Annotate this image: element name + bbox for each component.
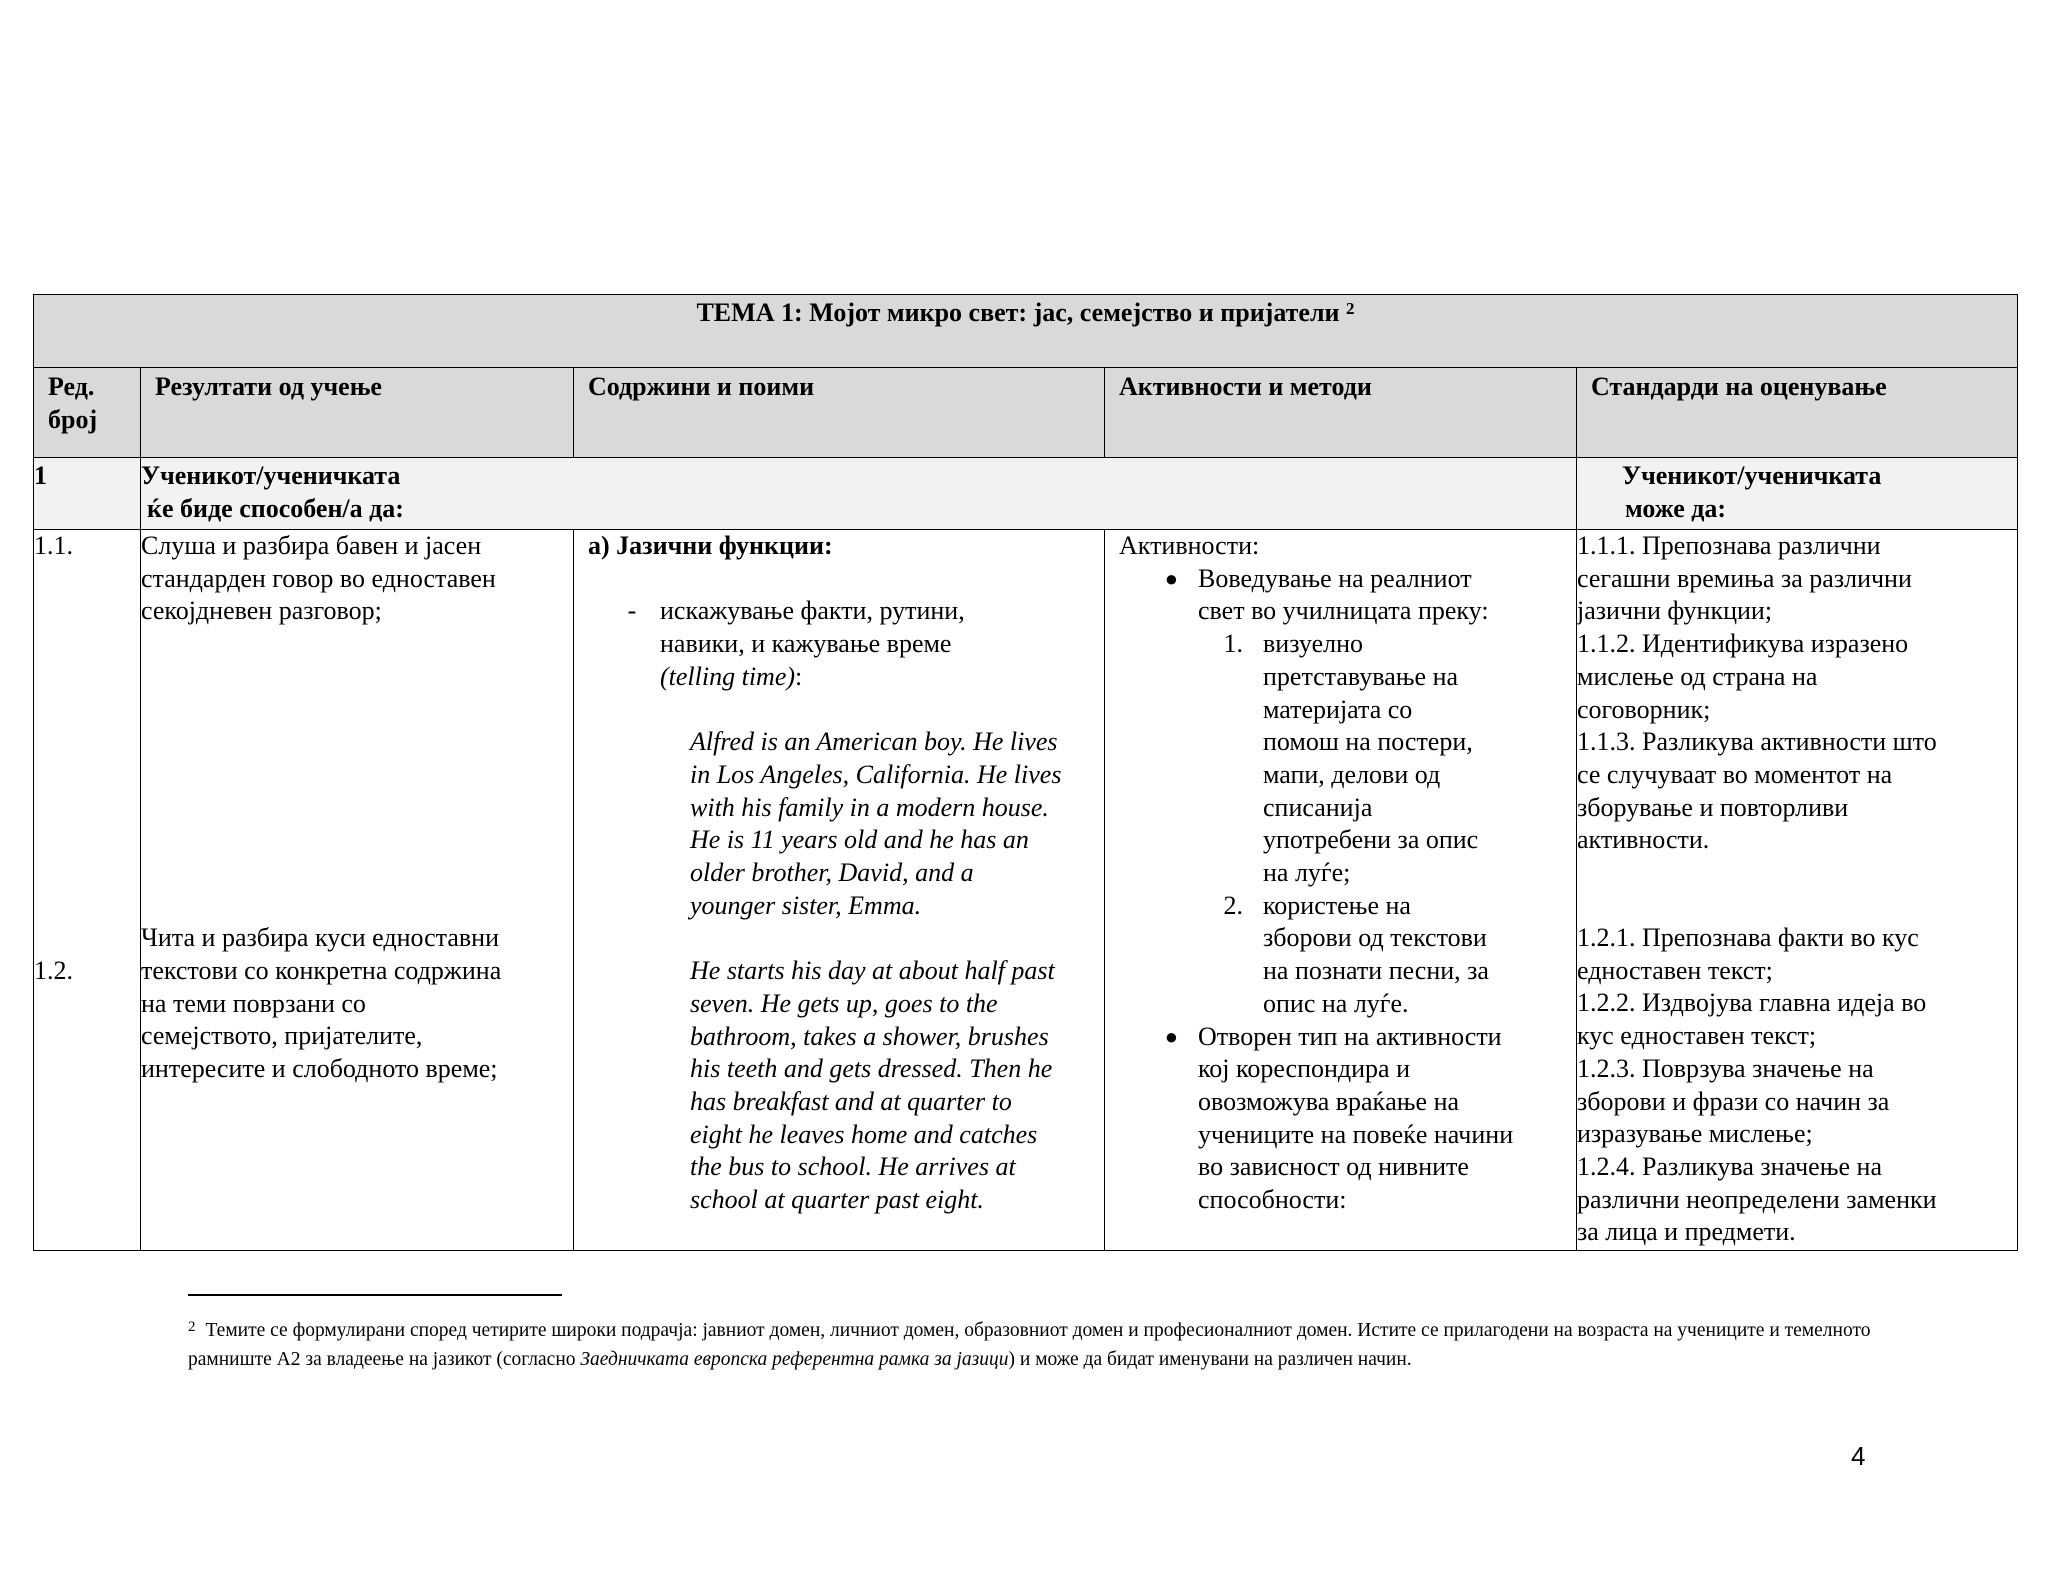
content-cell: [574, 530, 1105, 1251]
section-number: 1: [34, 458, 141, 530]
outcomes-intro: Ученикот/ученичката ќе биде способен/а да:: [141, 458, 1577, 530]
outcome-2: Чита и разбира куси едноставни текстови со конкретна содржина на теми поврзани со семејството, пријателите, интересите и слободното време;: [141, 923, 502, 1083]
standards-group-2: 1.2.1. Препознава факти во кус едноставен текст; 1.2.2. Издвојува главна идеја во кус едноставен текст; 1.2.3. Поврзува значење на зборови и фрази со начин за изразување мислење; 1.2.4. Разликува значење на различни неопределени заменки за лица и предмети.: [1577, 923, 1937, 1247]
standards-intro: Ученикот/ученичката може да:: [1577, 458, 2018, 530]
row-num-2: 1.2.: [34, 955, 73, 985]
standards-cell: [1577, 530, 2018, 1251]
activities-heading: Активности:: [1119, 531, 1260, 560]
activity-bullet-2: ● Отворен тип на активности кој кореспондира и овозможува враќање на учениците на повеќе начини во зависност од нивните способности:: [1164, 1021, 1514, 1215]
content-list-item: - искажување факти, рутини, навики, и кажување време (telling time):: [627, 596, 965, 691]
header-activities: Активности и методи: [1105, 368, 1577, 458]
row-numbers: [34, 530, 141, 1251]
activities-cell: [1105, 530, 1577, 1251]
footnote-ref: 2: [1346, 299, 1355, 318]
activity-numbered-1: 1. визуелно претставување на материјата со помош на постери, мапи, делови од списанија употребени за опис на луѓе;: [1223, 629, 1479, 888]
outcome-1: Слуша и разбира бавен и јасен стандарден говор во едноставен секојдневен разговор;: [141, 531, 496, 626]
row-num-1: 1.1.: [34, 531, 73, 560]
footnote: $^2$ Темите се формулирани според четирите широки подрачја: јавниот домен, личниот домен, образовниот домен и професионалниот домен. Истите се прилагодени на возраста на учениците и темелното рамниште А2 за владеење на јазикот (согласно Заедничката европска референтна рамка за јазици) и може да бидат именувани на различен начин.: [188, 1319, 1871, 1370]
header-outcomes: Резултати од учење: [141, 368, 574, 458]
curriculum-table: [33, 294, 2018, 1251]
header-content: Содржини и поими: [574, 368, 1105, 458]
learning-outcomes: [141, 530, 574, 1251]
header-standards: Стандарди на оценување: [1577, 368, 2018, 458]
activity-bullet-1: ● Воведување на реалниот свет во училницата преку: 1. визуелно претставување на материјата со помош на постери, мапи, делови од списанија употребени за опис на луѓе; 2. користење на зборови од текстови на познати песни, за опис на луѓе.: [1105, 563, 1576, 1021]
footnote-separator: [188, 1294, 562, 1296]
language-functions-heading: а) Јазични функции:: [588, 531, 833, 560]
activity-numbered-2: 2. користење на зборови од текстови на познати песни, за опис на луѓе.: [1223, 890, 1489, 1018]
footnote-marker: 2: [188, 1319, 196, 1335]
page-number: 4: [1851, 1441, 1866, 1471]
example-paragraph-1: Alfred is an American boy. He lives in Los Angeles, California. He lives with his family in a modern house. He is 11 years old and he has an older brother, David, and a younger sister, Emma.: [690, 727, 1062, 920]
standards-group-1: 1.1.1. Препознава различни сегашни времиња за различни јазични функции; 1.1.2. Идентификува изразено мислење од страна на соговорник; 1.1.3. Разликува активности што се случуваат во моментот на зборување и повторливи активности.: [1577, 531, 1937, 855]
table-title: ТЕМА 1: Мојот микро свет: јас, семејство и пријатели $^2$: [34, 295, 2018, 368]
header-num: Ред. број: [34, 368, 141, 458]
example-paragraph-2: He starts his day at about half past seven. He gets up, goes to the bathroom, takes a shower, brushes his teeth and gets dressed. Then he has breakfast and at quarter to eight he leaves home and catches the bus to school. He arrives at school at quarter past eight.: [690, 956, 1055, 1215]
